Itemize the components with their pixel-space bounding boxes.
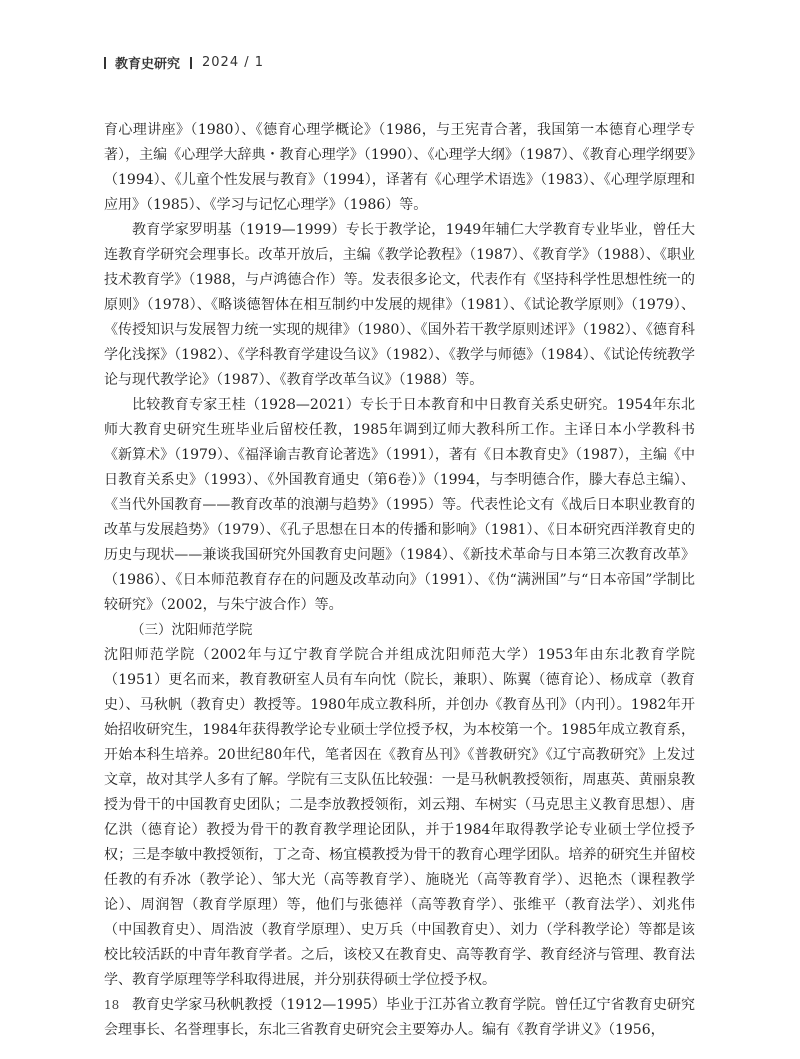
header-right-rule (190, 57, 192, 69)
journal-title: 教育史研究 (115, 57, 181, 72)
paragraph: 比较教育专家王桂（1928—2021）专长于日本教育和中日教育关系史研究。1954年东北师大教育史研究生班毕业后留校任教，1985年调到辽师大教科所工作。主译日本小学教科书《新算术》（1979）、《福泽谕吉教育论著选》（1991），著有《日本教育史》（1987），主编《中日教育关系史》（1993）、《外国教育通史（第6卷）》（1994，与李明德合作，滕大春总主编）、《当代外国教育——教育改革的浪潮与趋势》（1995）等。代表性论文有《战后日本职业教育的改革与发展趋势》（1979）、《孔子思想在日本的传播和影响》（1981）、《日本研究西洋教育史的历史与现状——兼谈我国研究外国教育史问题》（1984）、《新技术革命与日本第三次教育改革》（1986）、《日本师范教育存在的问题及改革动向》（1991）、《伪“满洲国”与“日本帝国”学制比较研究》（2002，与朱宁波合作）等。 (104, 397, 695, 613)
running-header (104, 53, 264, 72)
paragraph-continued: 育心理讲座》（1980）、《德育心理学概论》（1986，与王宪青合著，我国第一本德育心理学专著），主编《心理学大辞典・教育心理学》（1990）、《心理学大纲》（1987）、《教育心理学纲要》（1994）、《儿童个性发展与教育》（1994），译著有《心理学术语选》（1983）、《心理学原理和应用》（1985）、《学习与记忆心理学》（1986）等。 (104, 122, 695, 213)
paragraph: 沈阳师范学院（2002年与辽宁教育学院合并组成沈阳师范大学）1953年由东北教育学院（1951）更名而来，教育教研室人员有车向忱（院长，兼职）、陈翼（德育论）、杨成章（教育史）、马秋帆（教育史）教授等。1980年成立教科所，并创办《教育丛刊》（内刊）。1982年开始招收研究生，1984年获得教学论专业硕士学位授予权，为本校第一个。1985年成立教育系，开始本科生培养。20世纪80年代，笔者因在《教育丛刊》《普教研究》《辽宁高教研究》上发过文章，故对其学人多有了解。学院有三支队伍比较强：一是马秋帆教授领衔，周惠英、黄丽泉教授为骨干的中国教育史团队；二是李放教授领衔，刘云翔、车树实（马克思主义教育思想）、唐亿洪（德育论）教授为骨干的教育教学理论团队，并于1984年取得教学论专业硕士学位授予权；三是李敏中教授领衔，丁之奇、杨宜模教授为骨干的教育心理学团队。培养的研究生并留校任教的有乔冰（教学论）、邹大光（高等教育学）、施晓光（高等教育学）、迟艳杰（课程教学论）、周润智（教育学原理）等，他们与张德祥（高等教育学）、张维平（教育法学）、刘兆伟（中国教育史）、周浩波（教育学原理）、史万兵（中国教育史）、刘力（学科教学论）等都是该校比较活跃的中青年教育学者。之后，该校又在教育史、高等教育学、教育经济与管理、教育法学、教育学原理等学科取得进展，并分别获得硕士学位授予权。 (104, 647, 695, 988)
section-subheading: （三）沈阳师范学院 (131, 622, 253, 638)
header-left-rule (104, 57, 106, 69)
issue-number: 2024 / 1 (202, 55, 265, 70)
paragraph: 教育学家罗明基（1919—1999）专长于教学论，1949年辅仁大学教育专业毕业，曾任大连教育学研究会理事长。改革开放后，主编《教学论教程》（1987）、《教育学》（1988）、《职业技术教育学》（1988，与卢鸿德合作）等。发表很多论文，代表作有《坚持科学性思想性统一的原则》（1978）、《略谈德智体在相互制约中发展的规律》（1981）、《试论教学原则》（1979）、《传授知识与发展智力统一实现的规律》（1980）、《国外若干教学原则述评》（1982）、《德育科学化浅探》（1982）、《学科教育学建设刍议》（1982）、《教学与师德》（1984）、《试论传统教学论与现代教学论》（1987）、《教育学改革刍议》（1988）等。 (104, 222, 695, 388)
page-number: 18 (104, 998, 120, 1012)
article-body (104, 118, 695, 1043)
paragraph: 教育史学家马秋帆教授（1912—1995）毕业于江苏省立教育学院。曾任辽宁省教育史研究会理事长、名誉理事长，东北三省教育史研究会主要筹办人。编有《教育学讲义》（1956， (104, 997, 695, 1038)
